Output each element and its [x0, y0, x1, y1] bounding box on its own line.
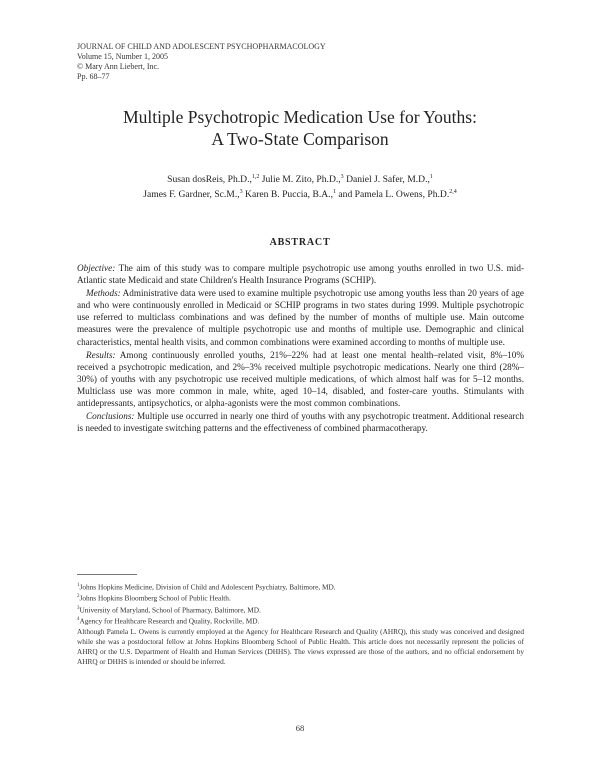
author-name: Karen B. Puccia, B.A., — [245, 189, 333, 201]
author-name: Susan dosReis, Ph.D., — [167, 174, 252, 186]
journal-name: JOURNAL OF CHILD AND ADOLESCENT PSYCHOPHARMACOLOGY — [77, 42, 326, 51]
author-affiliation: 3 — [239, 189, 243, 196]
abstract-results — [77, 349, 524, 409]
journal-header — [77, 42, 326, 82]
author-line-1 — [40, 171, 560, 186]
footnote-item: $^2$Johns Hopkins Bloomberg School of Public Health. — [77, 593, 231, 603]
journal-pages: Pp. 68–77 — [77, 72, 110, 81]
page-number: 68 — [295, 723, 305, 733]
results-label: Results: — [86, 349, 116, 360]
footnote-item: $^3$University of Maryland, School of Pharmacy, Baltimore, MD. — [77, 605, 261, 615]
author-name: Julie M. Zito, Ph.D., — [261, 174, 341, 186]
objective-label: Objective: — [77, 263, 116, 273]
conclusions-text: Multiple use occurred in nearly one third of youths with any psychotropic treatment. Additional research is needed to investigate switching patterns and the effectiveness of combined pharmacotherapy. — [77, 411, 524, 434]
abstract-conclusions — [77, 410, 524, 434]
title-line-1: Multiple Psychotropic Medication Use for Youths: — [123, 107, 477, 127]
footnotes — [77, 581, 524, 667]
author-name: James F. Gardner, Sc.M., — [143, 189, 240, 201]
author-affiliation: 1,2 — [251, 174, 260, 180]
objective-text: The aim of this study was to compare multiple psychotropic use among youths enrolled in two U.S. mid-Atlantic state Medicaid and state Children's Health Insurance Programs (SCHIP). — [77, 263, 525, 286]
author-list — [40, 171, 560, 201]
author-affiliation: 3 — [340, 174, 344, 180]
footnote-disclaimer: Although Pamela L. Owens is currently employed at the Agency for Healthcare Research and Quality (AHRQ), this study was conceived and designed while she was a postdoctoral fellow at Johns Hopkins Bloomberg School of Public Health. This article does not necessarily represent the policies of AHRQ or the U.S. Department of Health and Human Services (DHHS). The views expressed are those of the authors, and no official endorsement by AHRQ or DHHS is intended or should be inferred. — [77, 626, 524, 666]
abstract-methods — [77, 287, 524, 347]
author-name: Pamela L. Owens, Ph.D. — [354, 189, 450, 201]
footnote-item: $^4$Agency for Healthcare Research and Quality, Rockville, MD. — [77, 616, 260, 626]
author-line-2: James F. Gardner, Sc.M.,$^3$ Karen B. Puccia, B.A.,$^1$ and Pamela L. Owens, Ph.D.$^{2,4}$ — [143, 189, 457, 201]
footnote-item: $^1$Johns Hopkins Medicine, Division of Child and Adolescent Psychiatry, Baltimore, MD. — [77, 582, 336, 592]
author-affiliation: 2,4 — [449, 189, 457, 196]
journal-copyright: © Mary Ann Liebert, Inc. — [77, 62, 160, 71]
author-name: Daniel J. Safer, M.D., — [346, 174, 430, 186]
methods-label: Methods: — [86, 288, 121, 299]
author-affiliation: 1 — [429, 174, 433, 180]
title-line-2: A Two-State Comparison — [211, 129, 389, 149]
abstract-body — [77, 262, 524, 435]
author-affiliation: 1 — [332, 189, 336, 196]
abstract-objective — [77, 262, 524, 286]
article-title — [50, 106, 550, 150]
journal-volume: Volume 15, Number 1, 2005 — [77, 52, 168, 61]
abstract-heading: ABSTRACT — [269, 237, 331, 248]
conclusions-label: Conclusions: — [86, 411, 135, 422]
footnote-divider — [77, 574, 137, 575]
methods-text: Administrative data were used to examine multiple psychotropic use among youths less than 20 years of age and who were continuously enrolled in Medicaid or SCHIP programs in two states during 1999. Multiple psychotropic use referred to multiclass combinations and was defined by the number of months of multiple use. Main outcome measures were the prevalence of multiple psychotropic use and months of multiple use. Demographic and clinical characteristics, mental health visits, and common combinations were examined according to months of multiple use. — [77, 288, 524, 347]
results-text: Among continuously enrolled youths, 21%–22% had at least one mental health–related visit, 8%–10% received a psychotropic medication, and 2%–3% received multiple psychotropic medications. Nearly one third (28%–30%) of youths with any psychotropic use received multiple medications, of which almost half was for 5–12 months. Multiclass use was more common in male, white, aged 10–14, disabled, and foster-care youths. Stimulants with antidepressants, antipsychotics, or alpha-agonists were the most common combinations. — [77, 349, 525, 409]
